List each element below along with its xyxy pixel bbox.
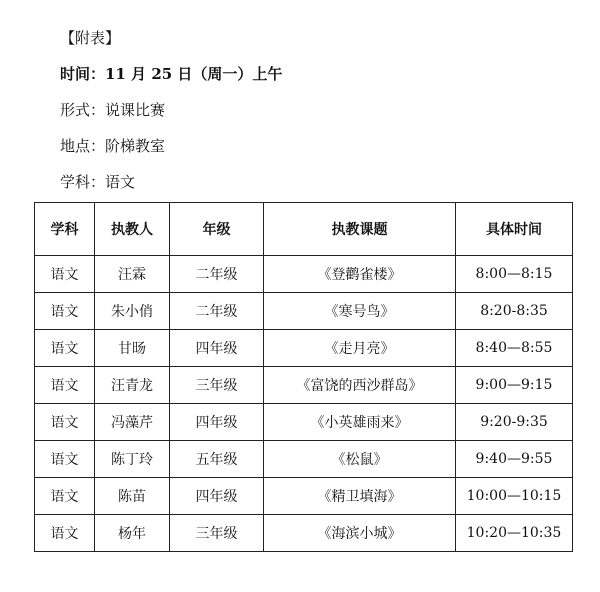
column-header-teacher: 执教人 bbox=[95, 203, 170, 256]
cell-teacher: 朱小俏 bbox=[95, 293, 170, 330]
cell-time: 10:00—10:15 bbox=[456, 478, 573, 515]
cell-grade: 四年级 bbox=[170, 330, 264, 367]
cell-grade: 五年级 bbox=[170, 441, 264, 478]
cell-topic: 《寒号鸟》 bbox=[264, 293, 456, 330]
cell-teacher: 汪霖 bbox=[95, 256, 170, 293]
cell-topic: 《富饶的西沙群岛》 bbox=[264, 367, 456, 404]
cell-grade: 三年级 bbox=[170, 367, 264, 404]
table-row bbox=[35, 293, 573, 330]
cell-grade: 二年级 bbox=[170, 256, 264, 293]
cell-topic: 《海滨小城》 bbox=[264, 515, 456, 552]
cell-subject: 语文 bbox=[35, 404, 95, 441]
event-form: 形式：说课比赛 bbox=[60, 101, 166, 119]
cell-topic: 《松鼠》 bbox=[264, 441, 456, 478]
cell-teacher: 汪青龙 bbox=[95, 367, 170, 404]
event-subject: 学科：语文 bbox=[60, 173, 136, 191]
cell-teacher: 陈苗 bbox=[95, 478, 170, 515]
cell-subject: 语文 bbox=[35, 367, 95, 404]
column-header-grade: 年级 bbox=[170, 203, 264, 256]
table-row bbox=[35, 404, 573, 441]
table-row bbox=[35, 478, 573, 515]
cell-time: 8:40—8:55 bbox=[456, 330, 573, 367]
table-row bbox=[35, 330, 573, 367]
schedule-table bbox=[34, 202, 573, 552]
cell-subject: 语文 bbox=[35, 293, 95, 330]
cell-time: 8:20-8:35 bbox=[456, 293, 573, 330]
cell-teacher: 冯藻芹 bbox=[95, 404, 170, 441]
cell-grade: 四年级 bbox=[170, 404, 264, 441]
cell-time: 10:20—10:35 bbox=[456, 515, 573, 552]
cell-teacher: 陈丁玲 bbox=[95, 441, 170, 478]
cell-grade: 四年级 bbox=[170, 478, 264, 515]
cell-grade: 二年级 bbox=[170, 293, 264, 330]
table-row bbox=[35, 515, 573, 552]
table-row bbox=[35, 441, 573, 478]
table-header-row bbox=[35, 203, 573, 256]
column-header-subject: 学科 bbox=[35, 203, 95, 256]
cell-subject: 语文 bbox=[35, 330, 95, 367]
event-time: 时间：11 月 25 日（周一）上午 bbox=[60, 65, 283, 83]
cell-subject: 语文 bbox=[35, 256, 95, 293]
cell-time: 9:20-9:35 bbox=[456, 404, 573, 441]
event-place: 地点：阶梯教室 bbox=[60, 137, 166, 155]
cell-topic: 《小英雄雨来》 bbox=[264, 404, 456, 441]
cell-topic: 《走月亮》 bbox=[264, 330, 456, 367]
cell-time: 9:40—9:55 bbox=[456, 441, 573, 478]
cell-grade: 三年级 bbox=[170, 515, 264, 552]
table-row bbox=[35, 256, 573, 293]
cell-subject: 语文 bbox=[35, 441, 95, 478]
cell-teacher: 杨年 bbox=[95, 515, 170, 552]
cell-subject: 语文 bbox=[35, 478, 95, 515]
column-header-topic: 执教课题 bbox=[264, 203, 456, 256]
table-row bbox=[35, 367, 573, 404]
cell-time: 8:00—8:15 bbox=[456, 256, 573, 293]
cell-teacher: 甘旸 bbox=[95, 330, 170, 367]
cell-time: 9:00—9:15 bbox=[456, 367, 573, 404]
cell-topic: 《登鹳雀楼》 bbox=[264, 256, 456, 293]
appendix-heading: 【附表】 bbox=[60, 29, 121, 47]
cell-topic: 《精卫填海》 bbox=[264, 478, 456, 515]
cell-subject: 语文 bbox=[35, 515, 95, 552]
column-header-time: 具体时间 bbox=[456, 203, 573, 256]
